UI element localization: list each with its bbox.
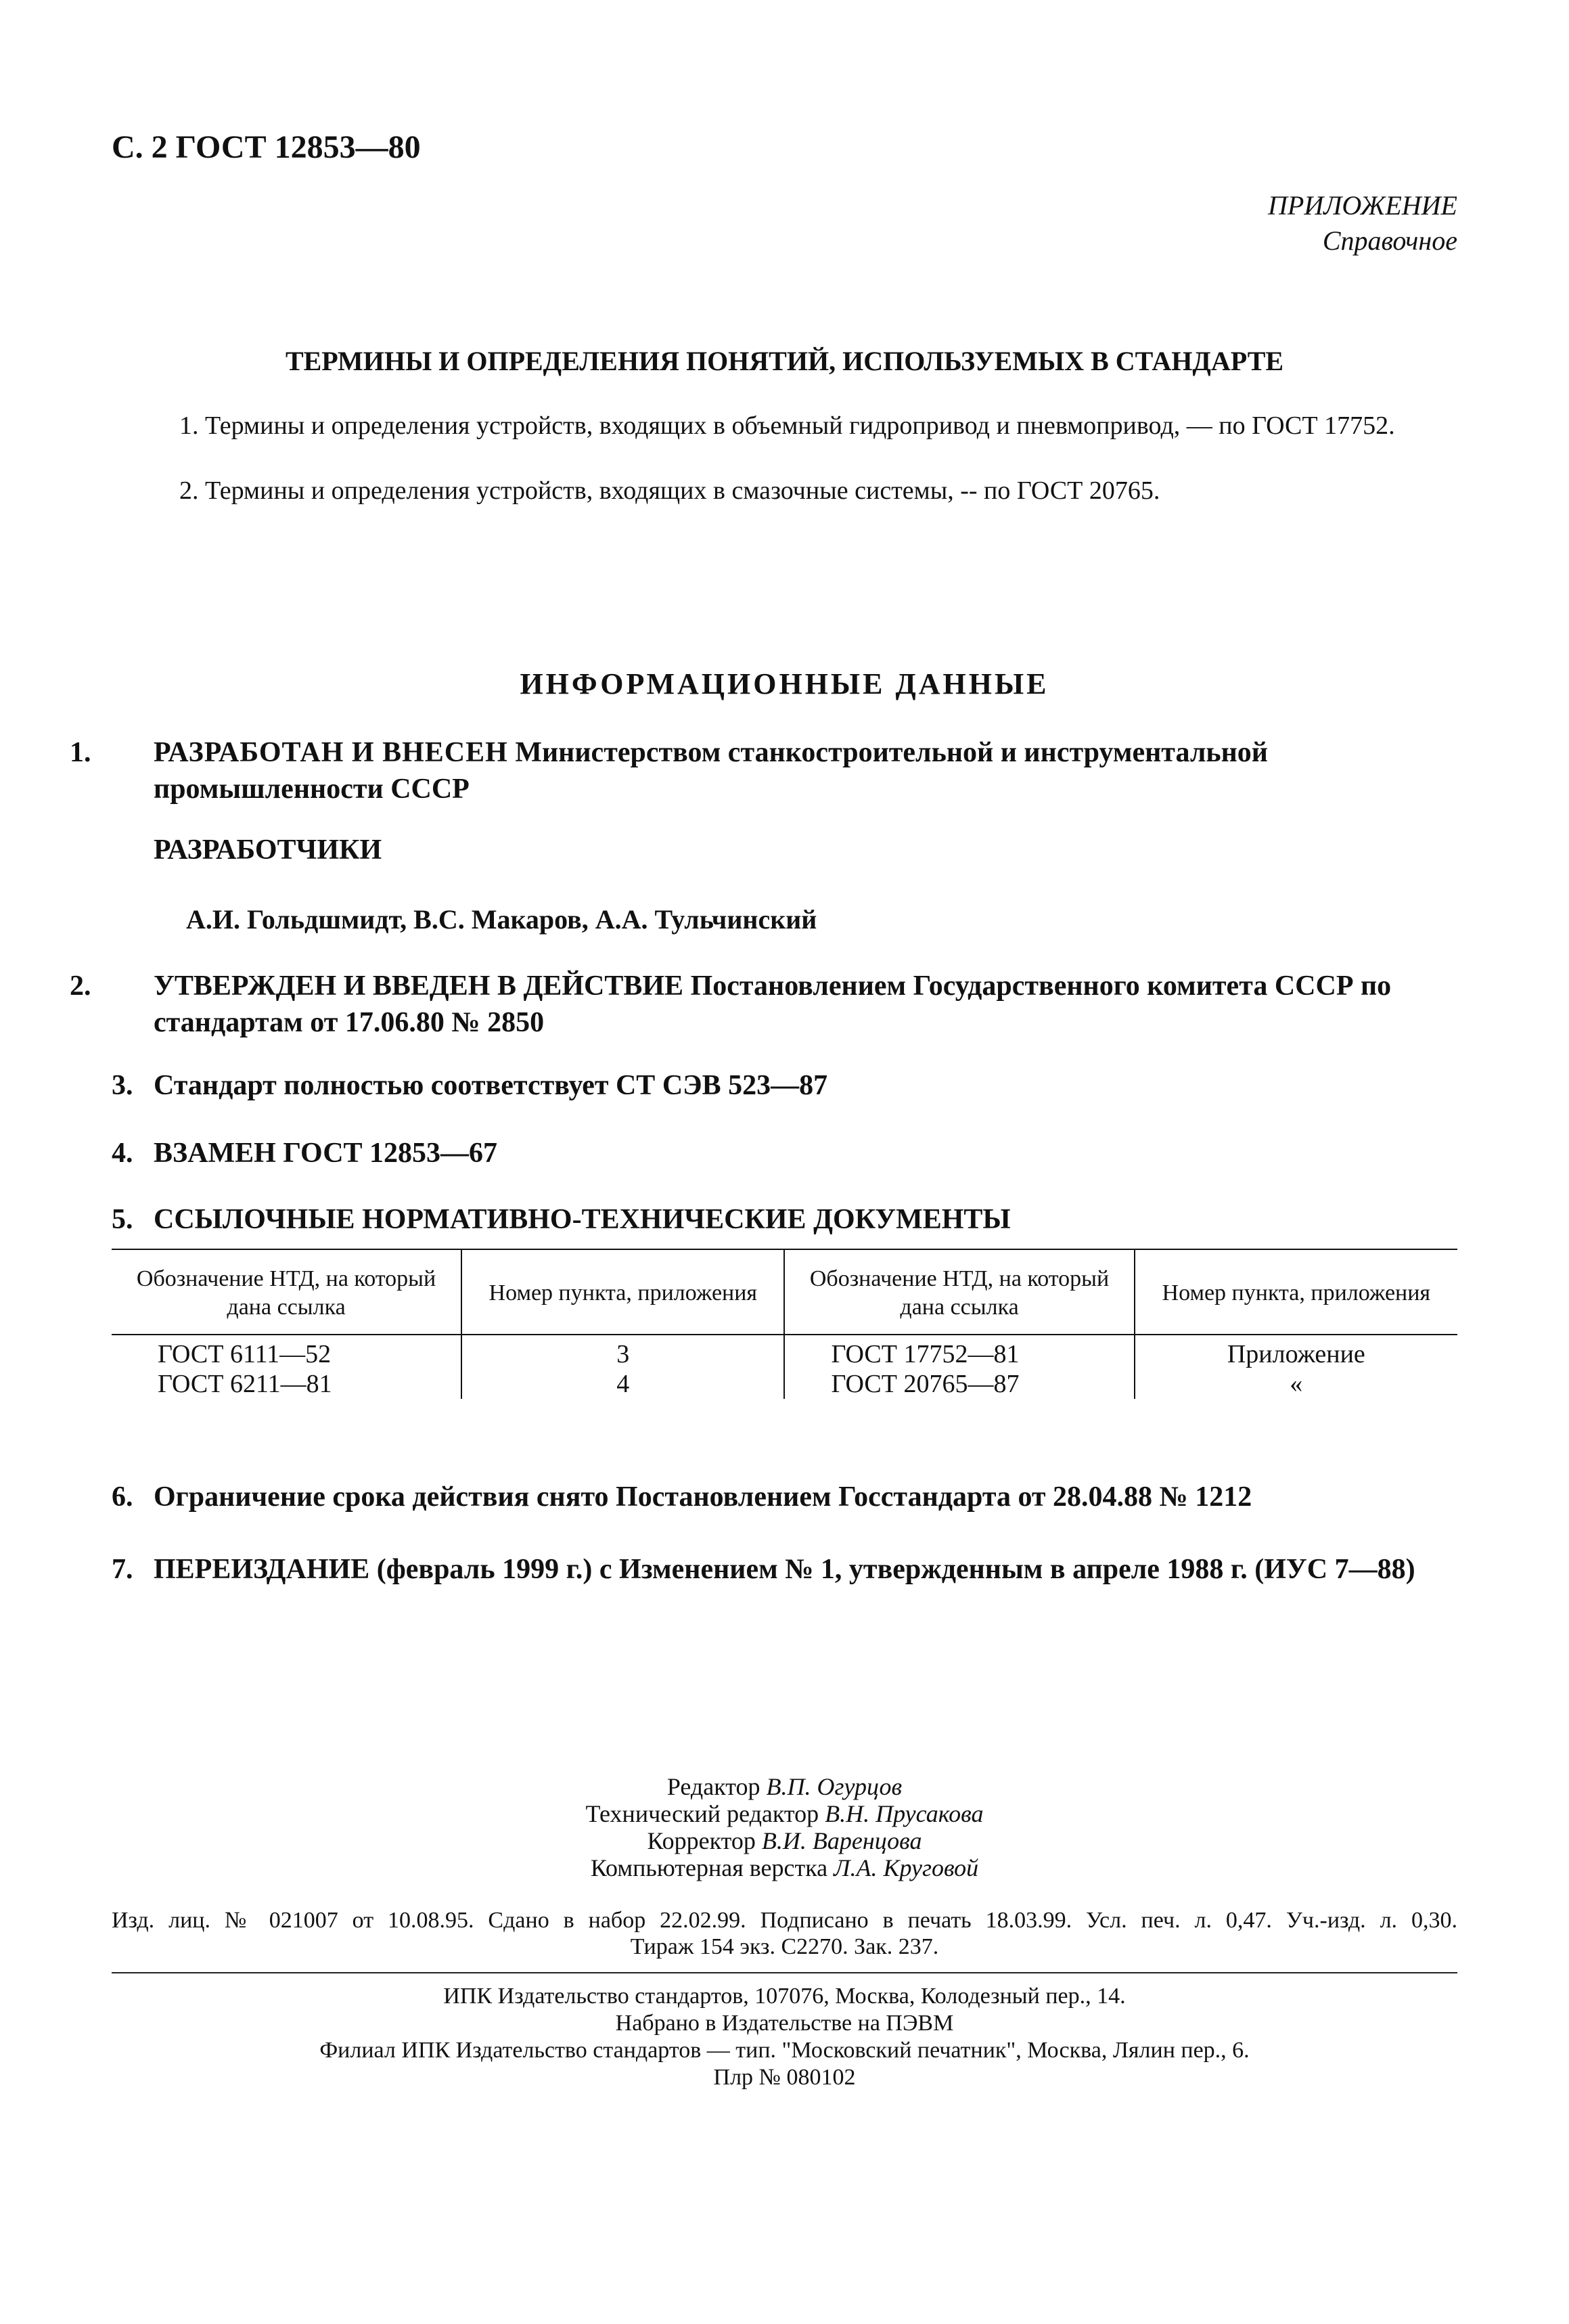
developers-names: А.И. Гольдшмидт, В.С. Макаров, А.А. Тульчинский	[186, 904, 817, 935]
table-cell: ГОСТ 6111—52	[158, 1340, 332, 1368]
item-number: 7.	[112, 1554, 133, 1585]
table-row	[112, 1369, 1457, 1399]
info-item-7	[112, 1551, 1457, 1588]
credit-label: Корректор	[647, 1827, 756, 1854]
publisher-line-1: ИПК Издательство стандартов, 107076, Москва, Колодезный пер., 14.	[443, 1984, 1126, 2009]
info-item-4	[112, 1135, 1457, 1171]
appendix-title: ПРИЛОЖЕНИЕ	[1268, 190, 1457, 221]
item-number: 4.	[112, 1138, 133, 1169]
info-item-5	[112, 1201, 1457, 1238]
credit-corrector	[0, 1827, 1569, 1854]
credit-name: В.Н. Прусакова	[825, 1800, 984, 1827]
item-text: ВЗАМЕН ГОСТ 12853—67	[154, 1138, 498, 1169]
credit-name: Л.А. Круговой	[834, 1854, 979, 1881]
info-item-6	[112, 1479, 1457, 1515]
credit-name: В.П. Огурцов	[766, 1773, 903, 1800]
item-text: ПЕРЕИЗДАНИЕ (февраль 1999 г.) с Изменением № 1, утвержденным в апреле 1988 г. (ИУС 7—88)	[154, 1554, 1415, 1585]
info-item-3	[112, 1067, 1457, 1104]
header-item: Номер пункта, приложения	[1135, 1249, 1457, 1335]
table-cell: ГОСТ 6211—81	[158, 1370, 332, 1398]
item-text: Министерством станкостроительной и инструментальной промышленности СССР	[154, 737, 1268, 805]
publisher-line-4: Плр № 080102	[713, 2065, 856, 2090]
item-text: ССЫЛОЧНЫЕ НОРМАТИВНО-ТЕХНИЧЕСКИЕ ДОКУМЕНТЫ	[154, 1204, 1011, 1235]
table-cell: ГОСТ 17752—81	[784, 1335, 1134, 1369]
developers-title: РАЗРАБОТЧИКИ	[154, 834, 382, 866]
table-cell: 4	[461, 1369, 784, 1399]
item-number: 1.	[70, 737, 91, 768]
credit-label: Технический редактор	[585, 1800, 819, 1827]
header-ntd: Обозначение НТД, на который дана ссылка	[784, 1249, 1134, 1335]
item-text: Ограничение срока действия снято Постановлением Госстандарта от 28.04.88 № 1212	[154, 1481, 1252, 1513]
appendix-label	[1268, 188, 1457, 259]
item-number: 2.	[70, 970, 91, 1002]
publisher-line-2: Набрано в Издательстве на ПЭВМ	[615, 2011, 954, 2036]
terms-title: ТЕРМИНЫ И ОПРЕДЕЛЕНИЯ ПОНЯТИЙ, ИСПОЛЬЗУЕМЫХ В СТАНДАРТЕ	[285, 346, 1284, 376]
terms-paragraph-2: 2. Термины и определения устройств, входящих в смазочные системы, -- по ГОСТ 20765.	[179, 476, 1160, 505]
divider-rule	[112, 1972, 1457, 1973]
table-cell: ГОСТ 20765—87	[784, 1369, 1134, 1399]
header-item: Номер пункта, приложения	[461, 1249, 784, 1335]
terms-paragraph-1: 1. Термины и определения устройств, входящих в объемный гидропривод и пневмопривод, — по ГОСТ 17752.	[179, 411, 1395, 440]
table-cell: Приложение	[1135, 1335, 1457, 1369]
item-text: Постановлением Государственного комитета СССР по стандартам от 17.06.80 № 2850	[154, 970, 1392, 1038]
item-number: 6.	[112, 1481, 133, 1513]
credit-tech-editor	[0, 1800, 1569, 1827]
item-number: 3.	[112, 1070, 133, 1101]
info-item-1	[70, 734, 1499, 807]
table-header-row	[112, 1249, 1457, 1335]
item-text: Стандарт полностью соответствует СТ СЭВ 523—87	[154, 1070, 828, 1101]
page-header: С. 2 ГОСТ 12853—80	[112, 129, 421, 165]
references-table	[112, 1249, 1457, 1399]
table-cell: «	[1135, 1369, 1457, 1399]
credit-name: В.И. Варенцова	[761, 1827, 922, 1854]
info-title: ИНФОРМАЦИОННЫЕ ДАННЫЕ	[520, 667, 1049, 700]
info-item-2	[70, 968, 1499, 1041]
table-row	[112, 1335, 1457, 1369]
publisher-line-3: Филиал ИПК Издательство стандартов — тип. "Московский печатник", Москва, Лялин пер., 6.	[319, 2038, 1250, 2063]
credit-label: Компьютерная верстка	[590, 1854, 828, 1881]
item-lead: УТВЕРЖДЕН И ВВЕДЕН В ДЕЙСТВИЕ	[154, 970, 684, 1002]
imprint-line-2: Тираж 154 экз. С2270. Зак. 237.	[630, 1934, 939, 1959]
table-cell: 3	[461, 1335, 784, 1369]
header-ntd: Обозначение НТД, на который дана ссылка	[112, 1249, 461, 1335]
imprint-line-1: Изд. лиц. № 021007 от 10.08.95. Сдано в набор 22.02.99. Подписано в печать 18.03.99. Усл. печ. л. 0,47. Уч.-изд. л. 0,30.	[112, 1908, 1457, 1933]
item-lead: РАЗРАБОТАН И ВНЕСЕН	[154, 737, 508, 768]
credit-editor	[0, 1773, 1569, 1800]
credit-layout	[0, 1854, 1569, 1881]
item-number: 5.	[112, 1204, 133, 1235]
appendix-type: Справочное	[1322, 225, 1457, 256]
credit-label: Редактор	[666, 1773, 760, 1800]
